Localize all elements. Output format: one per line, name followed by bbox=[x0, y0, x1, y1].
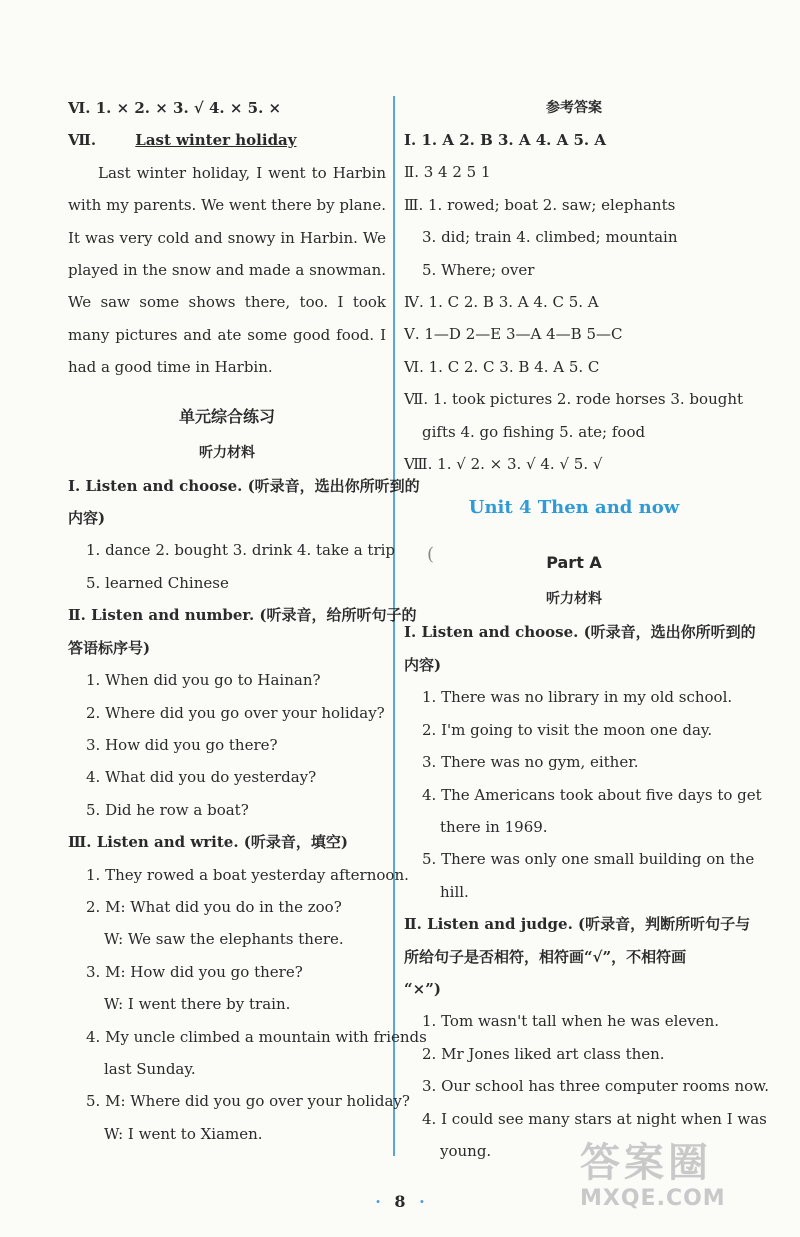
right-s1-title-cont: 内容) bbox=[404, 655, 442, 674]
listening-heading-left: 听力材料 bbox=[199, 444, 255, 461]
answers-heading: 参考答案 bbox=[546, 100, 602, 116]
answer-line-7a: Ⅶ. 1. took pictures 2. rode horses 3. bought bbox=[404, 390, 744, 409]
list-item: 2. M: What did you do in the zoo? bbox=[86, 897, 342, 916]
answer-line-7b: gifts 4. go fishing 5. ate; food bbox=[422, 422, 646, 441]
watermark-line1: 答案圈 bbox=[580, 1140, 712, 1186]
answer-line-2: Ⅱ. 3 4 2 5 1 bbox=[404, 163, 491, 182]
answer-line-5: Ⅴ. 1—D 2—E 3—A 4—B 5—C bbox=[404, 325, 623, 344]
left-s3-title: Ⅲ. Listen and write. (听录音，填空) bbox=[68, 833, 348, 852]
list-item: 4. I could see many stars at night when I was bbox=[422, 1109, 767, 1128]
answer-line-3b: 3. did; train 4. climbed; mountain bbox=[422, 228, 678, 247]
list-item: 2. Where did you go over your holiday? bbox=[86, 703, 385, 722]
list-item: last Sunday. bbox=[104, 1059, 196, 1078]
answer-line-6: Ⅵ. 1. × 2. × 3. √ 4. × 5. × bbox=[68, 99, 282, 117]
watermark-line2: MXQE.COM bbox=[580, 1186, 726, 1211]
list-item: W: We saw the elephants there. bbox=[104, 930, 344, 949]
list-item: 3. Our school has three computer rooms now. bbox=[422, 1077, 770, 1096]
left-s1-line1: 1. dance 2. bought 3. drink 4. take a trip bbox=[86, 541, 396, 560]
list-item: 2. Mr Jones liked art class then. bbox=[422, 1044, 665, 1063]
essay-title: Last winter holiday bbox=[135, 131, 297, 150]
list-item: hill. bbox=[440, 882, 469, 901]
list-item: W: I went there by train. bbox=[104, 995, 291, 1014]
left-s1-title-cont: 内容) bbox=[68, 509, 106, 528]
list-item: 4. My uncle climbed a mountain with friends bbox=[86, 1027, 427, 1046]
right-s2-title-cont1: 所给句子是否相符，相符画“√”，不相符画 bbox=[404, 947, 687, 966]
left-s2-title: Ⅱ. Listen and number. (听录音，给所听句子的 bbox=[68, 606, 417, 625]
essay-text: Last winter holiday, I went to Harbin with my parents. We went there by plane. It was very cold and snowy in Harbin. We played in the snow and made a snowman. We saw some shows there, too. I took many pictures and ate some good food. I had a good time in Harbin. bbox=[68, 163, 386, 377]
answer-line-8: Ⅷ. 1. √ 2. × 3. √ 4. √ 5. √ bbox=[404, 455, 603, 474]
list-item: W: I went to Xiamen. bbox=[104, 1124, 263, 1143]
list-item: 1. When did you go to Hainan? bbox=[86, 671, 321, 690]
right-s2-title: Ⅱ. Listen and judge. (听录音，判断所听句子与 bbox=[404, 915, 751, 934]
left-column bbox=[68, 92, 427, 1150]
list-item: 2. I'm going to visit the moon one day. bbox=[422, 720, 713, 739]
review-heading: 单元综合练习 bbox=[178, 406, 275, 426]
answer-line-3c: 5. Where; over bbox=[422, 260, 535, 279]
list-item: 1. They rowed a boat yesterday afternoon. bbox=[86, 865, 409, 884]
answer-line-3a: Ⅲ. 1. rowed; boat 2. saw; elephants bbox=[404, 195, 676, 214]
list-item: 3. M: How did you go there? bbox=[86, 962, 303, 981]
list-item: 5. There was only one small building on the bbox=[422, 850, 755, 869]
answer-line-1: Ⅰ. 1. A 2. B 3. A 4. A 5. A bbox=[404, 131, 606, 149]
section-7-header bbox=[68, 124, 386, 156]
answer-line-4: Ⅳ. 1. C 2. B 3. A 4. C 5. A bbox=[404, 293, 599, 312]
list-item: 5. M: Where did you go over your holiday? bbox=[86, 1092, 410, 1111]
page-number-value: 8 bbox=[394, 1192, 406, 1211]
list-item: 1. There was no library in my old school. bbox=[422, 688, 733, 707]
left-s1-title: Ⅰ. Listen and choose. (听录音，选出你所听到的 bbox=[68, 476, 420, 495]
list-item: there in 1969. bbox=[440, 817, 548, 836]
listening-heading-right: 听力材料 bbox=[546, 591, 602, 608]
list-item: 3. How did you go there? bbox=[86, 735, 278, 754]
list-item: 4. The Americans took about five days to get bbox=[422, 785, 762, 804]
list-item: 4. What did you do yesterday? bbox=[86, 768, 317, 787]
column-divider bbox=[393, 96, 395, 1156]
pen-mark-icon: ( bbox=[427, 544, 435, 565]
watermark-logo bbox=[580, 1140, 780, 1230]
list-item: young. bbox=[440, 1141, 492, 1160]
left-s1-line2: 5. learned Chinese bbox=[86, 573, 229, 592]
list-item: 3. There was no gym, either. bbox=[422, 753, 639, 772]
section-7-label: Ⅶ. bbox=[68, 131, 97, 150]
part-title: Part A bbox=[546, 553, 602, 573]
page-dot-left: · bbox=[375, 1192, 381, 1211]
unit-title: Unit 4 Then and now bbox=[468, 497, 680, 519]
list-item: 1. Tom wasn't tall when he was eleven. bbox=[422, 1012, 720, 1031]
right-column bbox=[404, 92, 770, 1167]
right-s1-title: Ⅰ. Listen and choose. (听录音，选出你所听到的 bbox=[404, 623, 756, 642]
right-s2-title-cont2: “×”) bbox=[404, 979, 441, 998]
answer-line-6: Ⅵ. 1. C 2. C 3. B 4. A 5. C bbox=[404, 357, 600, 376]
left-s2-title-cont: 答语标序号) bbox=[68, 638, 151, 657]
page-dot-right: · bbox=[419, 1192, 425, 1211]
list-item: 5. Did he row a boat? bbox=[86, 800, 249, 819]
